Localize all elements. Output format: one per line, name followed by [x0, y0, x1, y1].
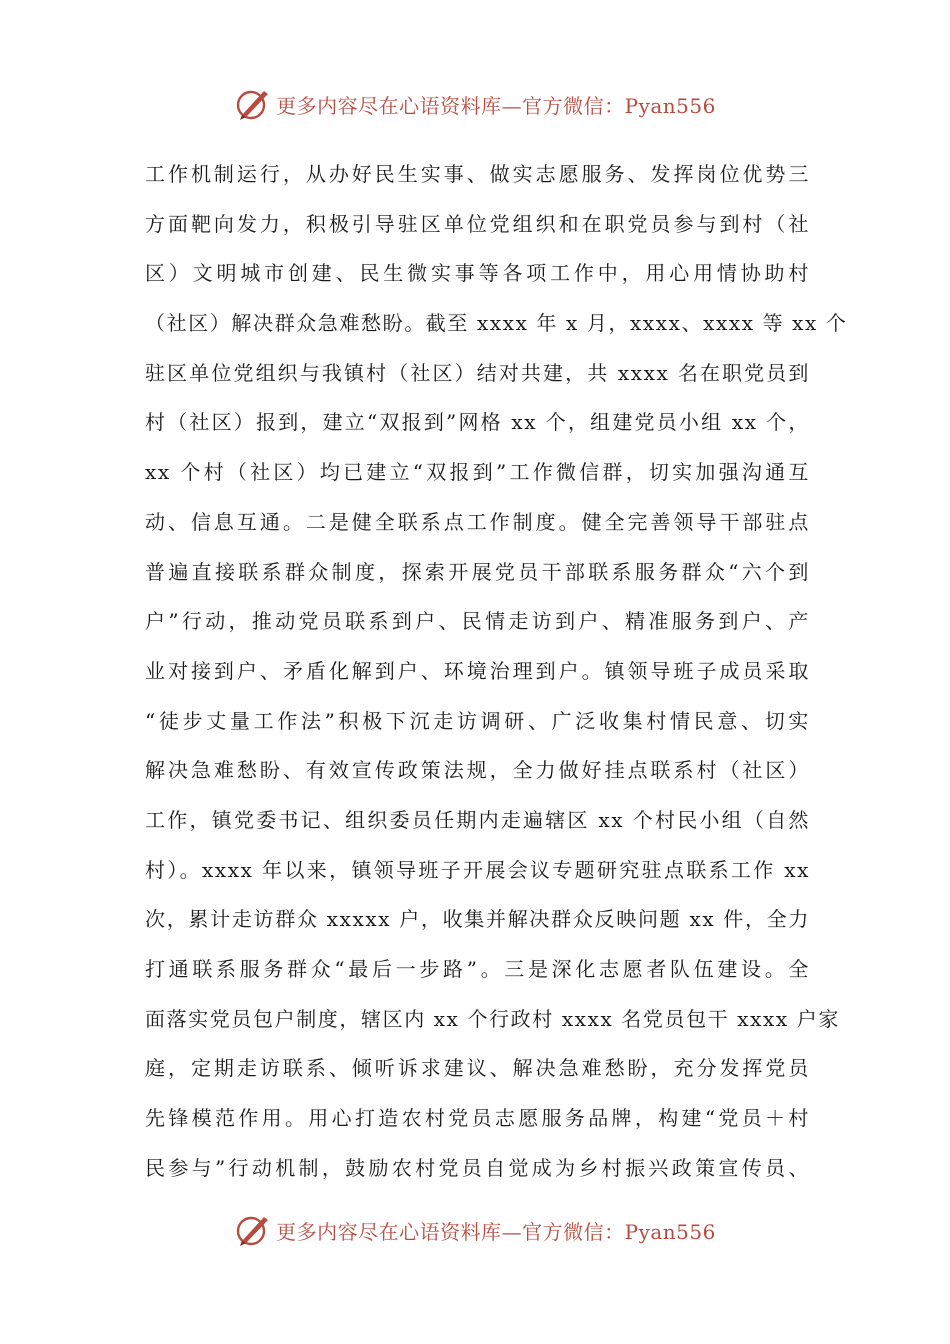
body-line: 打通联系服务群众“最后一步路”。三是深化志愿者队伍建设。全 [145, 957, 810, 981]
body-line: 先锋模范作用。用心打造农村党员志愿服务品牌，构建“党员＋村 [145, 1106, 810, 1131]
body-line: 村（社区）报到，建立“双报到”网格 xx 个，组建党员小组 xx 个， [145, 410, 810, 435]
body-line: 村）。xxxx 年以来，镇领导班子开展会议专题研究驻点联系工作 xx [145, 857, 810, 882]
body-line: 普遍直接联系群众制度，探索开展党员干部联系服务群众“六个到 [145, 559, 810, 584]
pen-logo-icon [234, 85, 272, 123]
body-line: 方面靶向发力，积极引导驻区单位党组织和在职党员参与到村（社 [145, 211, 810, 236]
body-line: “徒步丈量工作法”积极下沉走访调研、广泛收集村情民意、切实 [145, 708, 810, 733]
footer-banner-text: 更多内容尽在心语资料库—官方微信：Pyan556 [276, 1219, 716, 1244]
header-banner [0, 82, 950, 126]
header-banner-text: 更多内容尽在心语资料库—官方微信：Pyan556 [276, 93, 716, 118]
body-line: 驻区单位党组织与我镇村（社区）结对共建，共 xxxx 名在职党员到 [145, 360, 810, 385]
body-line: 解决急难愁盼、有效宣传政策法规，全力做好挂点联系村（社区） [145, 758, 810, 783]
pen-logo-icon [234, 1211, 272, 1249]
body-line: 次，累计走访群众 xxxxx 户，收集并解决群众反映问题 xx 件，全力 [145, 907, 810, 932]
body-line: 面落实党员包户制度，辖区内 xx 个行政村 xxxx 名党员包干 xxxx 户家 [145, 1006, 840, 1031]
footer-banner [0, 1208, 950, 1252]
body-line: 民参与”行动机制，鼓励农村党员自觉成为乡村振兴政策宣传员、 [145, 1155, 810, 1180]
body-line: 工作，镇党委书记、组织委员任期内走遍辖区 xx 个村民小组（自然 [145, 807, 810, 832]
body-line: 工作机制运行，从办好民生实事、做实志愿服务、发挥岗位优势三 [145, 162, 810, 186]
body-line: 户”行动，推动党员联系到户、民情走访到户、精准服务到户、产 [145, 609, 810, 634]
body-line: xx 个村（社区）均已建立“双报到”工作微信群，切实加强沟通互 [145, 460, 810, 485]
document-body [145, 150, 848, 1193]
body-line: 动、信息互通。二是健全联系点工作制度。健全完善领导干部驻点 [145, 509, 810, 534]
body-line: 业对接到户、矛盾化解到户、环境治理到户。镇领导班子成员采取 [145, 658, 810, 683]
body-line: （社区）解决群众急难愁盼。截至 xxxx 年 x 月，xxxx、xxxx 等 xx 个 [145, 311, 848, 336]
body-line: 区）文明城市创建、民生微实事等各项工作中，用心用情协助村 [145, 261, 810, 286]
body-line: 庭，定期走访联系、倾听诉求建议、解决急难愁盼，充分发挥党员 [145, 1056, 810, 1081]
